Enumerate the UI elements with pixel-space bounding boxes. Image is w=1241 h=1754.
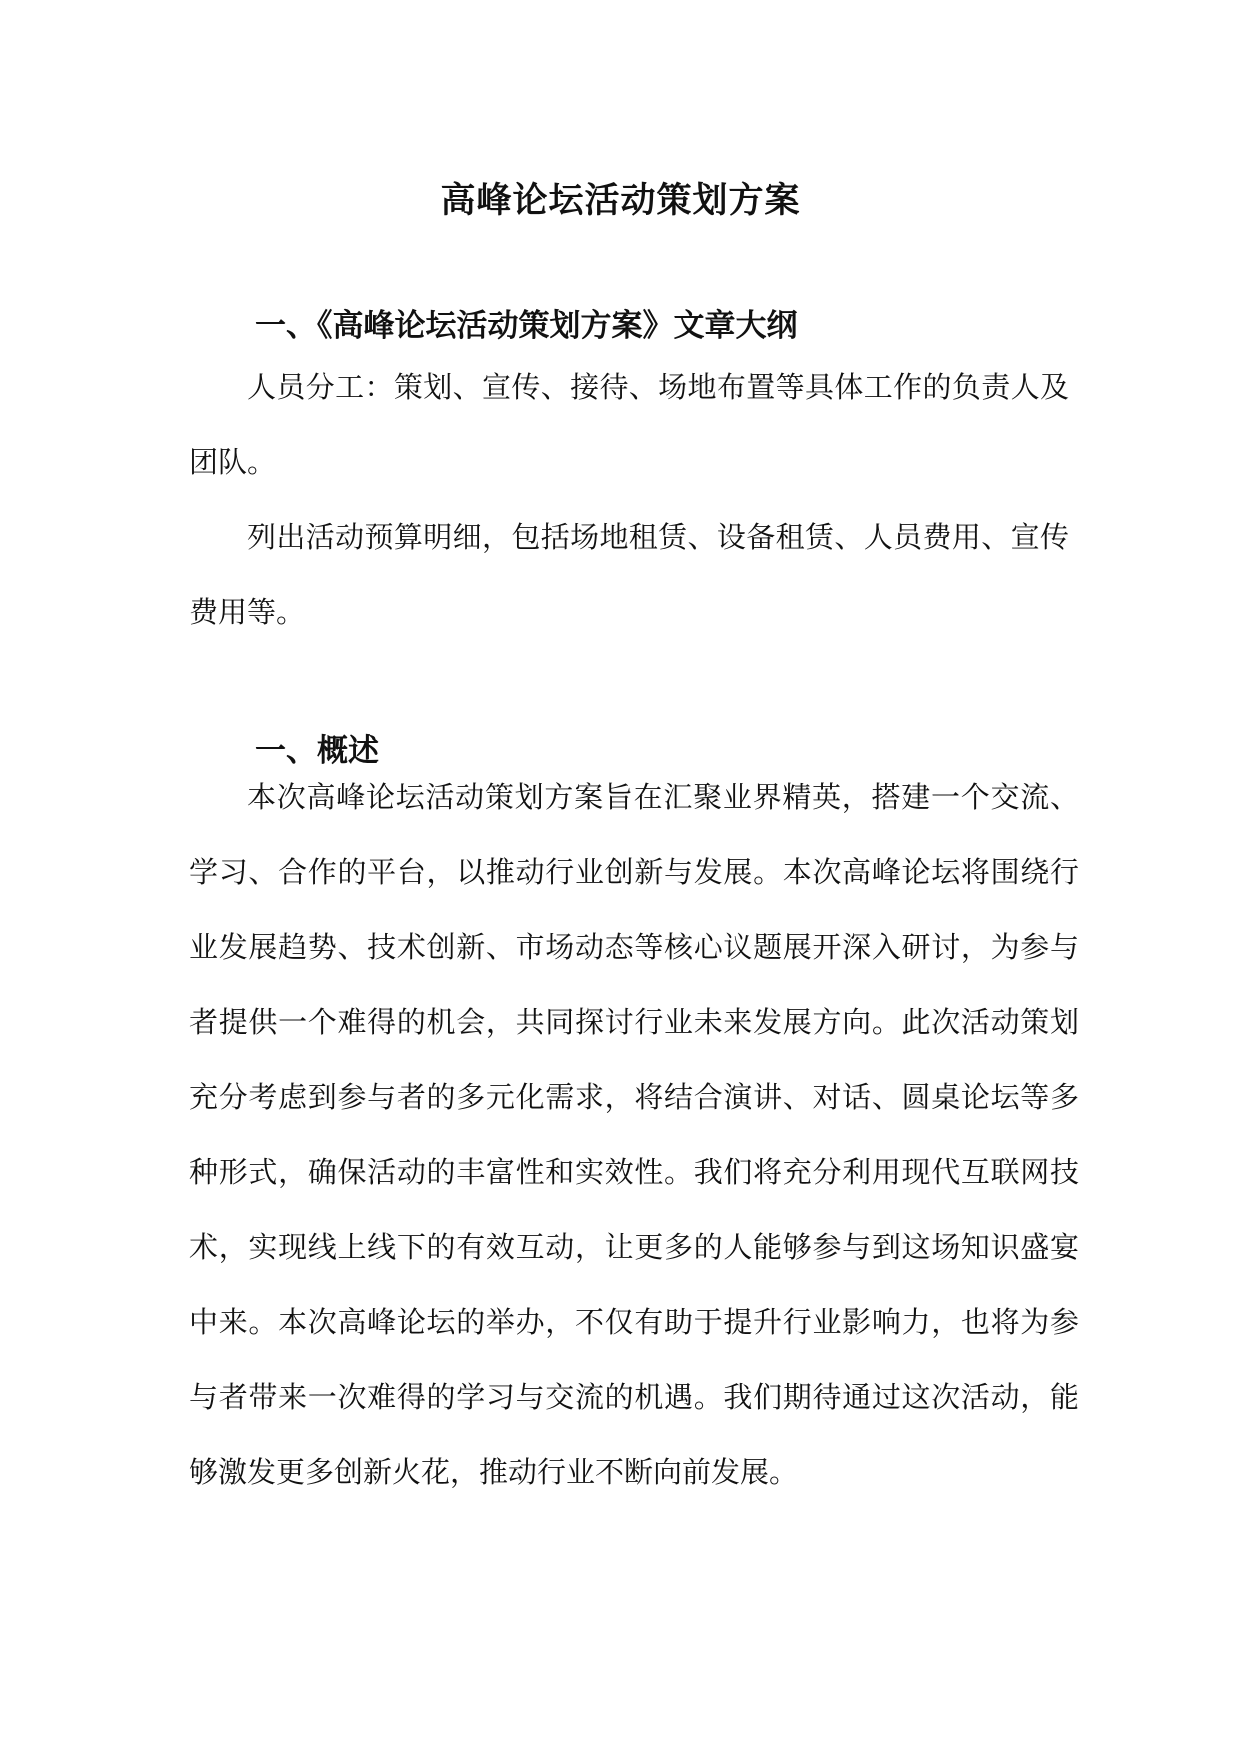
section-heading-overview: 一、概述 (255, 732, 379, 769)
paragraph-overview: 本次高峰论坛活动策划方案旨在汇聚业界精英，搭建一个交流、学习、合作的平台，以推动行业创新与发展。本次高峰论坛将围绕行业发展趋势、技术创新、市场动态等核心议题展开深入研讨，为参与者提供一个难得的机会，共同探讨行业未来发展方向。此次活动策划充分考虑到参与者的多元化需求，将结合演讲、对话、圆桌论坛等多种形式，确保活动的丰富性和实效性。我们将充分利用现代互联网技术，实现线上线下的有效互动，让更多的人能够参与到这场知识盛宴中来。本次高峰论坛的举办，不仅有助于提升行业影响力，也将为参与者带来一次难得的学习与交流的机遇。我们期待通过这次活动，能够激发更多创新火花，推动行业不断向前发展。 (189, 780, 1079, 1489)
paragraph-budget: 列出活动预算明细，包括场地租赁、设备租赁、人员费用、宣传费用等。 (189, 520, 1069, 629)
document-title: 高峰论坛活动策划方案 (440, 180, 801, 222)
section-heading-outline: 一、《高峰论坛活动策划方案》文章大纲 (255, 307, 798, 344)
paragraph-staffing: 人员分工：策划、宣传、接待、场地布置等具体工作的负责人及团队。 (189, 370, 1069, 479)
